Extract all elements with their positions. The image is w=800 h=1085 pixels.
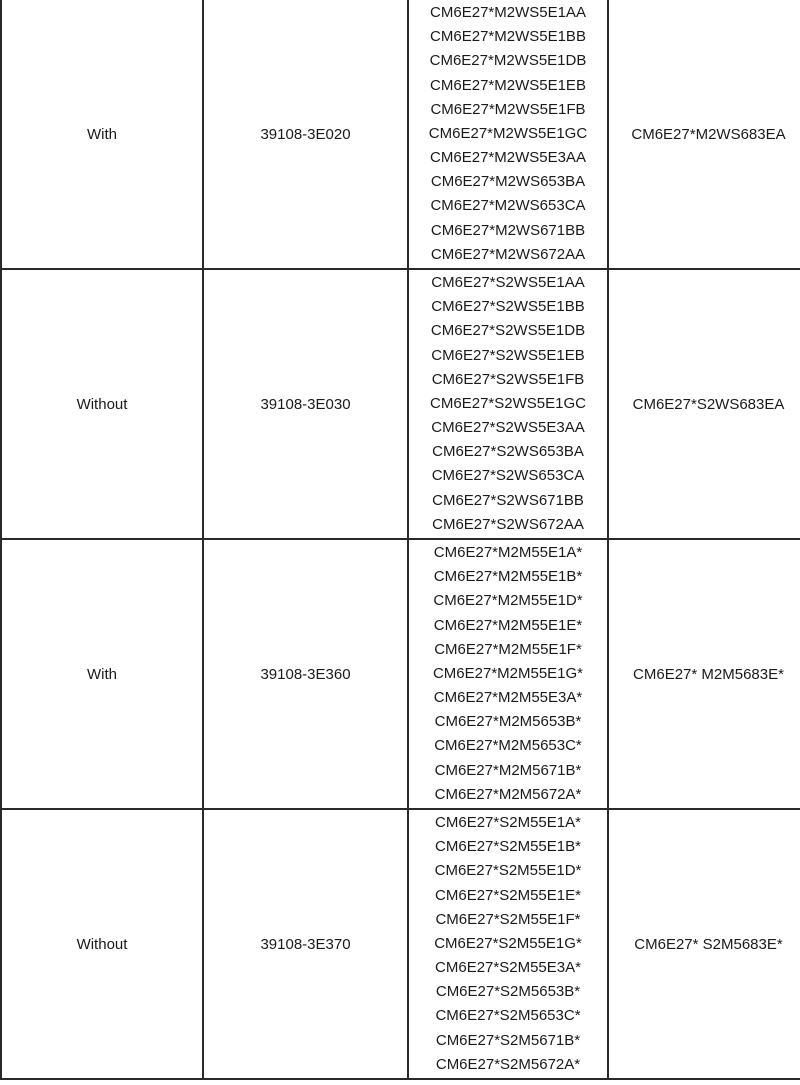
table-row	[1, 269, 800, 539]
model-code: CM6E27*M2M55E3A*	[433, 689, 583, 707]
model-code: CM6E27*S2WS653CA	[431, 467, 585, 485]
model-code: CM6E27*S2WS5E1DB	[430, 322, 586, 340]
part-number-cell: 39108-3E370	[203, 809, 408, 1079]
model-code: CM6E27*S2M5653C*	[435, 1007, 581, 1025]
table-row	[1, 539, 800, 809]
model-code: CM6E27*M2M55E1B*	[433, 568, 583, 586]
model-code: CM6E27*S2M55E1E*	[435, 886, 581, 904]
model-code: CM6E27*M2WS5E1BB	[430, 28, 586, 46]
model-code: CM6E27*S2WS672AA	[432, 515, 584, 533]
model-code-list	[409, 811, 607, 1077]
model-codes-cell	[408, 809, 608, 1079]
model-code: CM6E27*M2WS5E1EB	[430, 76, 586, 94]
model-code: CM6E27*M2M55E1G*	[432, 664, 584, 682]
model-code: CM6E27*S2WS5E3AA	[431, 419, 585, 437]
option-cell: Without	[1, 269, 203, 539]
model-code-list	[409, 541, 607, 807]
model-code: CM6E27*M2WS5E1FB	[430, 100, 586, 118]
table-row	[1, 809, 800, 1079]
table-row	[1, 0, 800, 269]
extra-code-cell: CM6E27*M2WS683EA	[608, 0, 800, 269]
model-code: CM6E27*S2WS5E1EB	[431, 346, 585, 364]
model-code-list	[409, 271, 607, 537]
model-code: CM6E27*S2WS671BB	[432, 491, 584, 509]
option-cell: With	[1, 539, 203, 809]
model-code: CM6E27*S2M55E1D*	[434, 862, 582, 880]
model-code: CM6E27*S2WS653BA	[432, 443, 584, 461]
model-code: CM6E27*M2WS5E3AA	[430, 149, 586, 167]
parts-table-body	[1, 0, 800, 1079]
model-code: CM6E27*M2WS5E1GC	[428, 124, 588, 142]
model-code-list	[409, 1, 607, 267]
model-code: CM6E27*M2M55E1A*	[433, 543, 583, 561]
model-code: CM6E27*S2M55E1F*	[435, 910, 581, 928]
part-number-cell: 39108-3E030	[203, 269, 408, 539]
model-code: CM6E27*S2M55E1B*	[435, 838, 581, 856]
model-code: CM6E27*S2WS5E1GC	[430, 394, 586, 412]
model-code: CM6E27*M2M5671B*	[434, 761, 582, 779]
model-code: CM6E27*M2WS5E1AA	[430, 3, 586, 21]
model-code: CM6E27*M2M55E1F*	[434, 640, 582, 658]
part-number-cell: 39108-3E360	[203, 539, 408, 809]
model-code: CM6E27*M2WS5E1DB	[429, 52, 587, 70]
model-code: CM6E27*M2WS672AA	[430, 245, 586, 263]
model-code: CM6E27*M2M5653B*	[434, 713, 582, 731]
model-codes-cell	[408, 539, 608, 809]
model-code: CM6E27*S2M5671B*	[435, 1031, 581, 1049]
model-code: CM6E27*S2M5672A*	[435, 1055, 581, 1073]
option-cell: With	[1, 0, 203, 269]
model-code: CM6E27*S2WS5E1FB	[431, 370, 585, 388]
model-code: CM6E27*S2M55E1A*	[435, 813, 581, 831]
model-code: CM6E27*M2M55E1D*	[433, 592, 583, 610]
model-code: CM6E27*S2M5653B*	[435, 983, 581, 1001]
extra-code-cell: CM6E27* M2M5683E*	[608, 539, 800, 809]
extra-code-cell: CM6E27*S2WS683EA	[608, 269, 800, 539]
option-cell: Without	[1, 809, 203, 1079]
model-code: CM6E27*M2WS653CA	[430, 197, 586, 215]
model-code: CM6E27*S2WS5E1BB	[431, 298, 585, 316]
model-code: CM6E27*M2WS653BA	[430, 173, 586, 191]
model-code: CM6E27*M2WS671BB	[430, 221, 586, 239]
model-codes-cell	[408, 269, 608, 539]
model-code: CM6E27*S2WS5E1AA	[431, 273, 585, 291]
model-code: CM6E27*M2M5653C*	[434, 737, 582, 755]
model-code: CM6E27*M2M55E1E*	[433, 616, 583, 634]
part-number-cell: 39108-3E020	[203, 0, 408, 269]
extra-code-cell: CM6E27* S2M5683E*	[608, 809, 800, 1079]
model-code: CM6E27*S2M55E1G*	[434, 934, 582, 952]
model-code: CM6E27*M2M5672A*	[434, 785, 582, 803]
model-code: CM6E27*S2M55E3A*	[435, 959, 581, 977]
model-codes-cell	[408, 0, 608, 269]
